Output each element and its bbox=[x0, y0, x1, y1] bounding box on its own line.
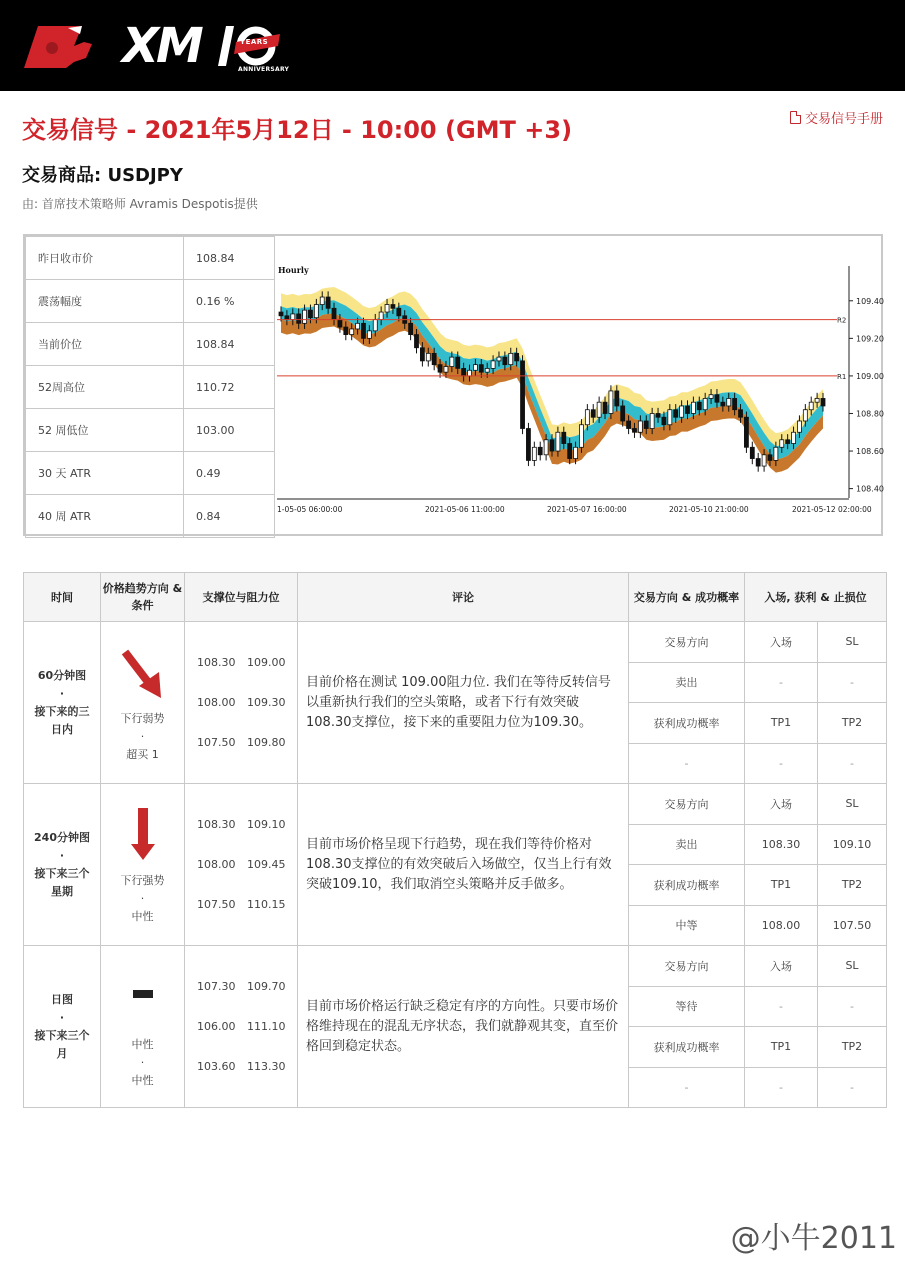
candle-body bbox=[579, 425, 583, 448]
candle-body bbox=[320, 297, 324, 305]
timeframe-line: 240分钟图 bbox=[34, 830, 90, 844]
trend-condition-line: 中性 bbox=[131, 910, 154, 923]
timeframe-line: 接下来三个 bbox=[34, 1028, 90, 1042]
resistance-label: R1 bbox=[837, 372, 847, 381]
stat-label: 震荡幅度 bbox=[26, 280, 184, 323]
candle-body bbox=[809, 402, 813, 410]
stat-label: 40 周 ATR bbox=[26, 495, 184, 538]
chart-timeframe-label: Hourly bbox=[278, 265, 309, 275]
candle-body bbox=[308, 310, 312, 318]
timeframe-line: · bbox=[59, 848, 65, 862]
stat-value: 108.84 bbox=[184, 237, 275, 280]
support-level: 107.30 bbox=[197, 979, 236, 993]
timeframe-line: · bbox=[59, 1010, 65, 1024]
trade-sl-cell: SL bbox=[818, 946, 887, 987]
candle-body bbox=[591, 410, 595, 418]
signal-row bbox=[24, 946, 887, 987]
signals-table bbox=[23, 572, 887, 1108]
trend-condition-line: · bbox=[140, 730, 145, 743]
candle-body bbox=[485, 368, 489, 372]
support-resistance-cell bbox=[185, 946, 298, 1108]
candle-body bbox=[338, 320, 342, 328]
signal-row bbox=[24, 622, 887, 663]
candle-body bbox=[697, 402, 701, 410]
xm-logo[interactable] bbox=[22, 18, 290, 76]
candle-body bbox=[680, 406, 684, 417]
candle-body bbox=[279, 312, 283, 316]
signals-header-row bbox=[24, 573, 887, 622]
logo-years-text: YEARS bbox=[240, 38, 269, 46]
comment-cell: 目前市场价格运行缺乏稳定有序的方向性。只要市场价格维持现在的混乱无序状态，我们就静观其变，直至价格回到稳定状态。 bbox=[298, 946, 629, 1108]
trend-condition bbox=[101, 710, 184, 764]
trend-condition-line: 中性 bbox=[131, 1038, 154, 1051]
candle-body bbox=[656, 413, 660, 417]
candle-body bbox=[727, 398, 731, 406]
sr-level-row bbox=[197, 885, 297, 925]
trade-direction-cell: 中等 bbox=[629, 905, 745, 946]
price-chart bbox=[275, 236, 884, 534]
trade-direction-cell: 获利成功概率 bbox=[629, 1027, 745, 1068]
candle-body bbox=[509, 353, 513, 364]
sr-level-row bbox=[197, 643, 297, 683]
x-tick-label: 2021-05-10 21:00:00 bbox=[669, 505, 749, 514]
stat-value: 0.16 % bbox=[184, 280, 275, 323]
candle-body bbox=[391, 305, 395, 309]
trade-sl-cell: TP2 bbox=[818, 1027, 887, 1068]
resistance-level: 109.70 bbox=[247, 979, 286, 993]
arrow-down-right-icon bbox=[113, 642, 173, 712]
candle-body bbox=[715, 395, 719, 403]
trade-entry-cell: 108.00 bbox=[745, 905, 818, 946]
y-tick-label: 109.40 bbox=[856, 296, 884, 306]
header-support-resistance: 支撑位与阻力位 bbox=[185, 573, 298, 622]
candle-body bbox=[768, 455, 772, 461]
candle-body bbox=[603, 402, 607, 413]
trend-condition-line: 中性 bbox=[131, 1074, 154, 1087]
timeframe-line: 星期 bbox=[51, 884, 73, 898]
pdf-icon bbox=[790, 111, 801, 124]
candle-body bbox=[668, 410, 672, 425]
trade-sl-cell: - bbox=[818, 662, 887, 703]
candle-body bbox=[344, 327, 348, 335]
candle-body bbox=[662, 417, 666, 425]
candle-body bbox=[444, 367, 448, 373]
market-stats-table bbox=[25, 236, 275, 538]
trend-condition-line: · bbox=[140, 1056, 145, 1069]
candle-body bbox=[379, 312, 383, 320]
trade-sl-cell: TP2 bbox=[818, 865, 887, 906]
candle-body bbox=[797, 421, 801, 432]
header-direction: 交易方向 & 成功概率 bbox=[629, 573, 745, 622]
timeframe-cell bbox=[24, 784, 101, 946]
candle-body bbox=[562, 432, 566, 443]
sr-level-row bbox=[197, 1047, 297, 1087]
candle-body bbox=[468, 370, 472, 376]
resistance-level: 111.10 bbox=[247, 1019, 286, 1033]
trade-direction-cell: 交易方向 bbox=[629, 784, 745, 825]
candle-body bbox=[674, 410, 678, 418]
trade-direction-cell: 交易方向 bbox=[629, 622, 745, 663]
candle-body bbox=[426, 353, 430, 361]
header-time: 时间 bbox=[24, 573, 101, 622]
candle-body bbox=[609, 391, 613, 414]
trade-direction-cell: 获利成功概率 bbox=[629, 865, 745, 906]
candle-body bbox=[556, 432, 560, 451]
y-tick-label: 109.00 bbox=[856, 371, 884, 381]
candle-body bbox=[314, 305, 318, 318]
candle-body bbox=[326, 297, 330, 308]
trade-direction-cell: - bbox=[629, 1067, 745, 1108]
trade-sl-cell: - bbox=[818, 986, 887, 1027]
support-level: 108.00 bbox=[197, 695, 236, 709]
signals-manual-link[interactable] bbox=[790, 108, 883, 127]
resistance-level: 113.30 bbox=[247, 1059, 286, 1073]
trade-entry-cell: TP1 bbox=[745, 1027, 818, 1068]
candle-body bbox=[385, 305, 389, 313]
comment-cell: 目前价格在测试 109.00阻力位. 我们在等待反转信号以重新执行我们的空头策略，或者下行有效突破108.30支撑位，接下来的重要阻力位为109.30。 bbox=[298, 622, 629, 784]
trend-condition-line: 下行弱势 bbox=[120, 712, 165, 725]
support-level: 107.50 bbox=[197, 735, 236, 749]
candle-body bbox=[568, 444, 572, 459]
candle-body bbox=[491, 361, 495, 369]
candle-body bbox=[550, 440, 554, 451]
candle-body bbox=[750, 447, 754, 458]
trade-entry-cell: 入场 bbox=[745, 622, 818, 663]
trend-condition-line: 下行强势 bbox=[120, 874, 165, 887]
candle-body bbox=[521, 361, 525, 429]
candle-body bbox=[703, 398, 707, 409]
trade-entry-cell: - bbox=[745, 743, 818, 784]
candle-body bbox=[462, 368, 466, 376]
candle-body bbox=[721, 402, 725, 406]
timeframe-line: 月 bbox=[56, 1046, 68, 1060]
candle-body bbox=[303, 310, 307, 323]
x-tick-label: 2021-05-06 11:00:00 bbox=[425, 505, 505, 514]
candle-body bbox=[632, 429, 636, 433]
x-tick-label: 2021-05-07 16:00:00 bbox=[547, 505, 627, 514]
trend-condition-line: 超买 1 bbox=[126, 748, 159, 761]
timeframe-line: 日图 bbox=[51, 992, 73, 1006]
candle-body bbox=[497, 357, 501, 361]
stat-label: 52 周低位 bbox=[26, 409, 184, 452]
sr-level-row bbox=[197, 1007, 297, 1047]
candle-body bbox=[285, 316, 289, 320]
trade-entry-cell: TP1 bbox=[745, 865, 818, 906]
candle-body bbox=[574, 447, 578, 458]
stat-value: 0.84 bbox=[184, 495, 275, 538]
trend-condition-line: · bbox=[140, 892, 145, 905]
stats-row bbox=[26, 409, 275, 452]
candle-body bbox=[627, 421, 631, 429]
trade-direction-cell: 卖出 bbox=[629, 662, 745, 703]
trade-direction-cell: 等待 bbox=[629, 986, 745, 1027]
stat-label: 当前价位 bbox=[26, 323, 184, 366]
stat-value: 108.84 bbox=[184, 323, 275, 366]
trade-entry-cell: 入场 bbox=[745, 784, 818, 825]
candle-body bbox=[473, 365, 477, 371]
trade-entry-cell: 入场 bbox=[745, 946, 818, 987]
support-level: 108.30 bbox=[197, 655, 236, 669]
trade-direction-cell: 卖出 bbox=[629, 824, 745, 865]
candle-body bbox=[420, 348, 424, 361]
stat-value: 0.49 bbox=[184, 452, 275, 495]
support-level: 108.00 bbox=[197, 857, 236, 871]
stat-label: 昨日收市价 bbox=[26, 237, 184, 280]
support-level: 103.60 bbox=[197, 1059, 236, 1073]
stats-row bbox=[26, 495, 275, 538]
candle-body bbox=[544, 440, 548, 455]
candle-body bbox=[780, 440, 784, 448]
candle-body bbox=[585, 410, 589, 425]
resistance-level: 109.30 bbox=[247, 695, 286, 709]
candle-body bbox=[297, 314, 301, 323]
candle-body bbox=[786, 440, 790, 444]
market-stats-panel bbox=[23, 234, 883, 536]
stat-label: 52周高位 bbox=[26, 366, 184, 409]
trade-entry-cell: TP1 bbox=[745, 703, 818, 744]
candle-body bbox=[615, 391, 619, 406]
resistance-level: 109.10 bbox=[247, 817, 286, 831]
trend-arrow bbox=[113, 642, 173, 715]
stats-row bbox=[26, 452, 275, 495]
candle-body bbox=[621, 406, 625, 421]
stats-row bbox=[26, 280, 275, 323]
candle-body bbox=[762, 455, 766, 466]
timeframe-line: 日内 bbox=[51, 722, 73, 736]
trade-sl-cell: TP2 bbox=[818, 703, 887, 744]
candle-body bbox=[691, 402, 695, 413]
candle-body bbox=[450, 357, 454, 366]
candle-body bbox=[397, 308, 401, 316]
candle-body bbox=[792, 432, 796, 443]
support-resistance-cell bbox=[185, 784, 298, 946]
trade-sl-cell: - bbox=[818, 1067, 887, 1108]
x-tick-label: 1-05-05 06:00:00 bbox=[277, 505, 343, 514]
trade-sl-cell: - bbox=[818, 743, 887, 784]
stat-value: 103.00 bbox=[184, 409, 275, 452]
trade-entry-cell: 108.30 bbox=[745, 824, 818, 865]
trade-entry-cell: - bbox=[745, 662, 818, 703]
timeframe-cell bbox=[24, 946, 101, 1108]
resistance-level: 109.80 bbox=[247, 735, 286, 749]
trend-cell bbox=[101, 622, 185, 784]
page-title: 交易信号 - 2021年5月12日 - 10:00 (GMT +3) bbox=[22, 116, 573, 144]
y-tick-label: 108.40 bbox=[856, 484, 884, 494]
stats-row bbox=[26, 237, 275, 280]
trade-sl-cell: 109.10 bbox=[818, 824, 887, 865]
candle-body bbox=[361, 323, 365, 338]
support-resistance-cell bbox=[185, 622, 298, 784]
header-entry-tp-sl: 入场, 获利 & 止损位 bbox=[745, 573, 887, 622]
x-tick-label: 2021-05-12 02:00:00 bbox=[792, 505, 872, 514]
candle-body bbox=[644, 421, 648, 429]
trend-cell bbox=[101, 946, 185, 1108]
trend-condition bbox=[101, 1036, 184, 1090]
y-tick-label: 109.20 bbox=[856, 334, 884, 344]
comment-cell: 目前市场价格呈现下行趋势，现在我们等待价格对108.30支撑位的有效突破后入场做空，仅当上行有效突破109.10，我们取消空头策略并反手做多。 bbox=[298, 784, 629, 946]
candle-body bbox=[739, 410, 743, 418]
timeframe-line: 60分钟图 bbox=[37, 668, 87, 682]
candle-body bbox=[538, 447, 542, 455]
candle-body bbox=[803, 410, 807, 421]
header-trend: 价格趋势方向 & 条件 bbox=[101, 573, 185, 622]
candle-body bbox=[332, 308, 336, 319]
candle-body bbox=[415, 335, 419, 348]
candle-body bbox=[526, 429, 530, 461]
candle-body bbox=[456, 357, 460, 368]
timeframe-line: 接下来的三 bbox=[34, 704, 90, 718]
sr-level-row bbox=[197, 723, 297, 763]
candle-body bbox=[409, 323, 413, 334]
y-tick-label: 108.80 bbox=[856, 409, 884, 419]
sr-level-row bbox=[197, 805, 297, 845]
trade-sl-cell: SL bbox=[818, 622, 887, 663]
candle-body bbox=[503, 357, 507, 365]
candle-body bbox=[733, 398, 737, 409]
price-chart-svg bbox=[275, 236, 884, 534]
trade-entry-cell: - bbox=[745, 1067, 818, 1108]
sr-level-row bbox=[197, 967, 297, 1007]
stats-row bbox=[26, 366, 275, 409]
timeframe-cell bbox=[24, 622, 101, 784]
trade-direction-cell: 交易方向 bbox=[629, 946, 745, 987]
candle-body bbox=[438, 365, 442, 373]
support-level: 106.00 bbox=[197, 1019, 236, 1033]
header-comment: 评论 bbox=[298, 573, 629, 622]
support-level: 108.30 bbox=[197, 817, 236, 831]
candle-body bbox=[774, 447, 778, 460]
timeframe-line: · bbox=[59, 686, 65, 700]
bull-logo-icon bbox=[22, 18, 122, 76]
candle-body bbox=[291, 314, 295, 320]
candle-body bbox=[373, 320, 377, 331]
y-tick-label: 108.60 bbox=[856, 447, 884, 457]
candle-body bbox=[367, 331, 371, 339]
resistance-level: 109.00 bbox=[247, 655, 286, 669]
author-byline: 由: 首席技术策略师 Avramis Despotis提供 bbox=[22, 197, 258, 211]
candle-body bbox=[515, 353, 519, 361]
candle-body bbox=[744, 417, 748, 447]
stat-value: 110.72 bbox=[184, 366, 275, 409]
candle-body bbox=[756, 459, 760, 467]
stat-label: 30 天 ATR bbox=[26, 452, 184, 495]
header-bar bbox=[0, 0, 905, 91]
signals-manual-label: 交易信号手册 bbox=[804, 112, 883, 127]
trade-sl-cell: 107.50 bbox=[818, 905, 887, 946]
candle-body bbox=[821, 398, 825, 406]
candle-body bbox=[815, 398, 819, 402]
watermark: @小牛2011 bbox=[730, 1221, 897, 1256]
logo-wordmark: XM bbox=[122, 18, 201, 74]
sr-level-row bbox=[197, 683, 297, 723]
trend-arrow bbox=[113, 804, 173, 877]
trend-condition bbox=[101, 872, 184, 926]
candle-body bbox=[650, 413, 654, 428]
candle-body bbox=[686, 406, 690, 414]
ten-years-badge-icon bbox=[218, 22, 280, 70]
trade-direction-cell: 获利成功概率 bbox=[629, 703, 745, 744]
candle-body bbox=[597, 402, 601, 417]
trade-sl-cell: SL bbox=[818, 784, 887, 825]
candle-body bbox=[709, 395, 713, 399]
candle-body bbox=[532, 447, 536, 460]
resistance-label: R2 bbox=[837, 316, 847, 325]
instrument-heading: 交易商品: USDJPY bbox=[22, 165, 183, 186]
logo-anniversary-text: ANNIVERSARY bbox=[238, 66, 290, 73]
stats-row bbox=[26, 323, 275, 366]
trade-entry-cell: - bbox=[745, 986, 818, 1027]
resistance-level: 110.15 bbox=[247, 897, 286, 911]
candle-body bbox=[479, 365, 483, 373]
arrow-down-icon bbox=[113, 804, 173, 874]
support-level: 107.50 bbox=[197, 897, 236, 911]
trend-cell bbox=[101, 784, 185, 946]
candle-body bbox=[432, 353, 436, 364]
trade-direction-cell: - bbox=[629, 743, 745, 784]
candle-body bbox=[350, 329, 354, 335]
sr-level-row bbox=[197, 845, 297, 885]
candle-body bbox=[356, 323, 360, 329]
timeframe-line: 接下来三个 bbox=[34, 866, 90, 880]
resistance-level: 109.45 bbox=[247, 857, 286, 871]
candle-body bbox=[638, 421, 642, 432]
signal-row bbox=[24, 784, 887, 825]
